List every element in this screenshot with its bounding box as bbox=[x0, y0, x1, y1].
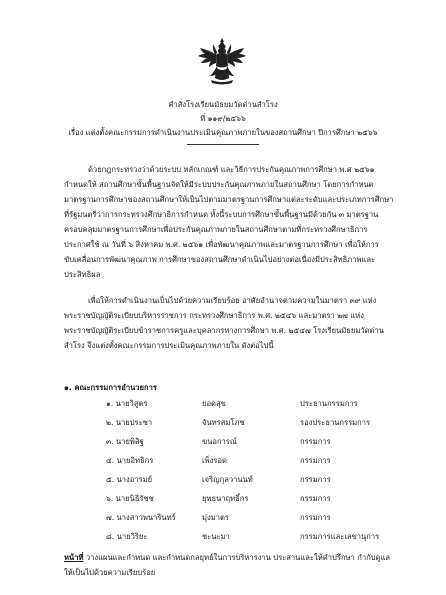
member-role: กรรมการ bbox=[300, 437, 331, 446]
member-role: กรรมการ bbox=[300, 494, 331, 503]
order-number: ที่ ๑๑๙/๒๕๖๖ bbox=[200, 114, 246, 123]
paragraph-line: ด้วยกฎกระทรวงว่าด้วยระบบ หลักเกณฑ์ และวิธีการประกันคุณภาพการศึกษา พ.ศ ๒๕๖๑ bbox=[88, 165, 375, 174]
list-item bbox=[0, 436, 446, 447]
member-name: ๘. นายวิริยะ bbox=[106, 532, 148, 541]
member-name: ๒. นายประชา bbox=[106, 418, 153, 427]
paragraph-line: ประกาศใช้ ณ วันที่ ๖ สิงหาคม พ.ศ. ๒๕๖๑ เพื่อพัฒนาคุณภาพและมาตรฐานการศึกษา เพื่อให้การ bbox=[64, 240, 379, 249]
member-surname: ชะนะมา bbox=[202, 532, 230, 541]
committee-title: ๑. คณะกรรมการอำนวยการ bbox=[64, 383, 157, 392]
duty-text-continued: ให้เป็นไปด้วยความเรียบร้อย bbox=[64, 568, 156, 577]
list-item bbox=[0, 493, 446, 504]
paragraph-line: ครอบคลุมมาตรฐานการศึกษาเพื่อประกันคุณภาพภายในสถานศึกษาตามที่กระทรวงศึกษาธิการ bbox=[64, 225, 368, 234]
duty-text: วางแผนและกำหนด และกำหนดกลยุทธ์ในการบริหารงาน ประสานและให้คำปรึกษา กำกับดูแล bbox=[83, 553, 390, 562]
paragraph-line: ขับเคลื่อนการพัฒนาคุณภาพ การศึกษาของสถานศึกษาดำเนินไปอย่างต่อเนื่องมีประสิทธิภาพและ bbox=[64, 255, 376, 264]
paragraph-line: พระราชบัญญัติระเบียบบริหารราชการ กระทรวงศึกษาธิการ พ.ศ. ๒๕๔๖ และมาตรา ๒๗ แห่ง bbox=[64, 311, 364, 320]
list-item bbox=[0, 417, 446, 428]
member-role: กรรมการและเลขานุการ bbox=[300, 532, 380, 541]
member-role: กรรมการ bbox=[300, 456, 331, 465]
list-item bbox=[0, 474, 446, 485]
member-name: ๕. นางอารมย์ bbox=[106, 475, 153, 484]
member-name: ๓. นายพิสิฐ bbox=[106, 437, 144, 446]
member-surname: เจริญกุลวานนท์ bbox=[202, 475, 253, 484]
paragraph-line: กำหนดให้ สถานศึกษาขั้นพื้นฐานจัดให้มีระบบประกันคุณภาพภายในสถานศึกษา โดยการกำหนด bbox=[64, 180, 374, 189]
paragraph-line: มาตรฐานการศึกษาของสถานศึกษาให้เป็นไปตามมาตรฐานการศึกษาแต่ละระดับและประเภทการศึกษา bbox=[64, 195, 394, 204]
order-subject: เรื่อง แต่งตั้งคณะกรรมการดำเนินงานประเมินคุณภาพภายในของสถานศึกษา ปีการศึกษา ๒๕๖๖ bbox=[68, 128, 378, 137]
order-issuer: คำสั่งโรงเรียนมัธยมวัดด่านสำโรง bbox=[168, 100, 278, 109]
member-role: รองประธานกรรมการ bbox=[300, 418, 371, 427]
paragraph-authority bbox=[64, 293, 384, 353]
member-surname: ยุทธนาฤทธิ์กร bbox=[202, 494, 249, 503]
member-name: ๔. นายอิทธิกร bbox=[106, 456, 154, 465]
list-item bbox=[0, 398, 446, 409]
paragraph-line: ประสิทธิผล bbox=[64, 270, 101, 279]
list-item bbox=[0, 512, 446, 523]
list-item bbox=[0, 531, 446, 542]
member-name: ๗. นางสาวพนารินทร์ bbox=[106, 513, 176, 522]
member-surname: จันทรสมโภช bbox=[202, 418, 245, 427]
committee-duty bbox=[64, 550, 404, 580]
member-name: ๑. นายวิสูตร bbox=[106, 399, 148, 408]
member-role: กรรมการ bbox=[300, 513, 331, 522]
paragraph-intro bbox=[64, 162, 394, 282]
paragraph-line: เพื่อให้การดำเนินงานเป็นไปด้วยความเรียบร้อย อาศัยอำนาจตามความในมาตรา ๓๙ แห่ง bbox=[88, 296, 377, 305]
paragraph-line: ที่รัฐมนตรีว่าการกระทรวงศึกษาธิการกำหนด ทั้งนี้ระบบการศึกษาขั้นพื้นฐานมีด้วยกัน ๓ มาตรฐาน bbox=[64, 210, 379, 219]
member-role: กรรมการ bbox=[300, 475, 331, 484]
duty-label: หน้าที่ bbox=[64, 553, 84, 562]
garuda-emblem-icon bbox=[196, 36, 248, 88]
list-item bbox=[0, 455, 446, 466]
member-surname: ยอดสุข bbox=[202, 399, 226, 408]
member-surname: ขนอการณ์ bbox=[202, 437, 237, 446]
member-name: ๖. นายนิธิรัชช bbox=[106, 494, 154, 503]
member-surname: มุ่งมาตร bbox=[202, 513, 229, 522]
member-role: ประธานกรรมการ bbox=[300, 399, 358, 408]
member-surname: เพ็งรอด bbox=[202, 456, 227, 465]
paragraph-line: พระราชบัญญัติระเบียบข้าราชการครูและบุคลากรทางการศึกษา พ.ศ. ๒๕๔๗ โรงเรียนมัธยมวัดด่าน bbox=[64, 326, 384, 335]
paragraph-line: สำโรง จึงแต่งตั้งคณะกรรมการประเมินคุณภาพภายใน ดังต่อไปนี้ bbox=[64, 341, 274, 350]
divider bbox=[187, 144, 259, 145]
